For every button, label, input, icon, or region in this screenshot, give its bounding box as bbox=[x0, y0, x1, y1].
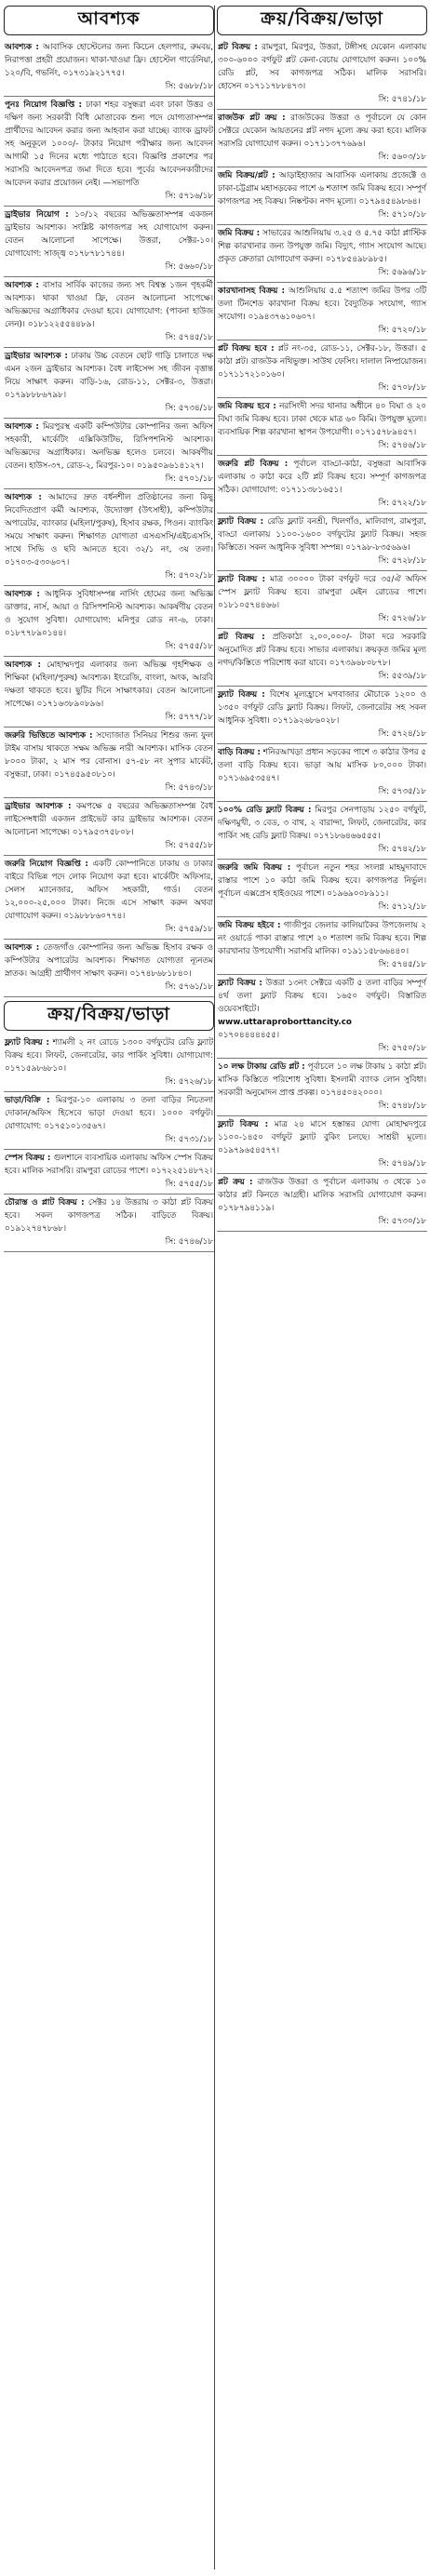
ad-keyword: আবশ্যক : bbox=[5, 422, 39, 432]
classified-ad bbox=[4, 1034, 214, 1092]
ad-phone: ০১৭১৬৩৮৯০৮৯৬। bbox=[36, 700, 104, 709]
ad-body: রাজউকের উত্তরা ও পূর্বাচলে যে কোন সেক্টরে যেকোন আয়তনের প্লট নগদ মূল্যে ক্রয় করা হবে। মালিক সরাসরি যোগাযোগ করুন। bbox=[218, 113, 427, 149]
ad-code: সি: ৫৬৮৮/১৮ bbox=[165, 82, 213, 91]
classified-ad bbox=[4, 348, 214, 419]
classified-ad bbox=[217, 1059, 427, 1116]
ad-body: রাজউক উত্তরা ও পূর্বাচল এলাকায় ৩ থেকে ১০ কাঠার প্লট কিনতে আগ্রহী। মালিক সরাসরি যোগাযোগ করুন। bbox=[218, 1178, 427, 1200]
ad-body: রামপুরা, মিরপুর, উত্তরা, টঙ্গীসহ যেকোন এলাকায় ৩০০-৬০০০ বর্গফুট প্লট কেনা-বেচায় যোগাযোগ করুন। ১০০% রেডি প্লট, সব কাগজপত্র সঠিক। মালিক সরাসরি। bbox=[218, 43, 427, 78]
classified-ad bbox=[217, 1116, 427, 1174]
ad-phone: ০১৭১৫৭৮৯৪৫৭। bbox=[355, 428, 417, 437]
ad-phone: ০১৯১২৭৪৭৮৬৮। bbox=[5, 1224, 66, 1234]
ad-phone: ০১৭৯৮৮৮৬৭৯৮। bbox=[5, 391, 66, 400]
ad-code: সি: ৫৭০২/১৮ bbox=[165, 571, 213, 581]
ad-body: শ্যামলী ২ নং রোডে ১৩০০ বর্গফুটের রেডি ফ্ল্যাট বিক্রয় হবে। লিফট, জেনারেটর, কার পার্কিং সুবিধা। যোগাযোগ: bbox=[5, 1038, 213, 1061]
ad-code: সি: ৫৭১২/১৮ bbox=[378, 902, 426, 912]
ad-keyword: বাড়ি বিক্রয় : bbox=[218, 748, 261, 757]
classified-ad bbox=[4, 1092, 214, 1150]
ad-code: সি: ৫৭২৬/১৮ bbox=[378, 614, 426, 623]
ad-keyword: ১০০% রেডি ফ্ল্যাট বিক্রয় : bbox=[218, 806, 312, 815]
ad-code: সি: ৫৭৪৫/১৮ bbox=[378, 960, 426, 969]
ad-phone: ০১৭৩১৯২১৭৭৫। bbox=[62, 69, 125, 78]
ad-code: সি: ৫৭৪১/১৮ bbox=[378, 95, 426, 104]
classified-ad bbox=[217, 744, 427, 802]
ad-code: সি: ৫৭৪৯/১৮ bbox=[378, 1159, 426, 1168]
ad-keyword: প্লট বিক্রয় : bbox=[218, 633, 265, 642]
ad-body: রেডি ফ্ল্যাট বনশ্রী, খিলগাঁও, মালিবাগ, রামপুরা, বাড্ডা এলাকায় ১১০০-১৬০০ বর্গফুটের ফ্ল্যাট বিক্রয়। সহজ কিস্তিতে। সকল আধুনিক সুবিধা সম্পন্ন। bbox=[218, 517, 426, 553]
classified-ad bbox=[217, 629, 427, 687]
ad-phone: ০১৭১১৭২১০১৬০। bbox=[218, 370, 285, 380]
ad-code: সি: ৫৭১৬/১৮ bbox=[165, 192, 213, 201]
ad-body: আশুলিয়ায় ৫.৫ শতাংশ জমির উপর ৩টি তলা টিনশেড কারখানা বিক্রয় হবে। বৈদ্যুতিক সংযোগ, গ্যাস সংযোগ। bbox=[218, 287, 427, 322]
classified-ad bbox=[4, 39, 214, 97]
ad-phone: ০১৭১৫৯৮৬৮১০। bbox=[5, 1064, 66, 1074]
column-divider bbox=[214, 6, 215, 2569]
ad-keyword: জমি বিক্রয় হবে : bbox=[218, 402, 276, 411]
ad-keyword: ভাড়া/বিক্রি : bbox=[5, 1096, 50, 1105]
ad-keyword: ড্রাইভার আবশ্যক : bbox=[5, 802, 72, 811]
ad-code: সি: ৫৭৭৭/১৮ bbox=[165, 713, 213, 722]
classified-ad bbox=[4, 1195, 214, 1252]
ad-keyword: জরুরি ভিত্তিতে আবশ্যক : bbox=[5, 731, 93, 741]
ad-phone: ০১৭৮৫৪৯৮৯৮৫। bbox=[325, 255, 387, 264]
ad-body: সেক্টর ১৪ উত্তরায় ৩ কাঠা প্লট বিক্রয় হবে। সকল কাগজপত্র সঠিক। বাড়িতে বিক্রয়। bbox=[5, 1198, 214, 1221]
ad-phone: ০১৯৫০৯৬১৪১২৭। bbox=[136, 461, 204, 471]
ad-body: গাজীপুর জেলার কালিয়াকৈর উপজেলায় ২ নং ওয়ার্ডে পাকা রাস্তার পাশে ২০ শতাংশ জমি বিক্রয় হবে। শিল্প কারখানার উপযোগী। সরাসরি মালিক। bbox=[218, 921, 426, 956]
ad-phone: ০১৭৯৫৩৭৫৮০৮। bbox=[72, 828, 134, 837]
ad-code: সি: ৫৬০৩/১৮ bbox=[378, 153, 426, 162]
classified-ad bbox=[217, 802, 427, 860]
ad-body: গুলশানে ব্যবসায়িক এলাকায় অফিস স্পেস বিক্রয় হবে। মালিক সরাসরি। রামপুরা রোডের পাশে। bbox=[5, 1154, 213, 1176]
ad-body: মোহাম্মদপুর এলাকার জন্য অভিজ্ঞ গৃহশিক্ষক ও শিক্ষিকা (মহিলা/পুরুষ) আবশ্যক। ইংরেজি, বাংলা, অংক, আরবি দক্ষতা থাকতে হবে। ছুটির দিনে সাক্ষাৎকার। বেতন আলোচনা সাপেক্ষে। bbox=[5, 661, 214, 709]
ad-phone: ০১৭১১৩৭৭৬৯৬। bbox=[303, 140, 366, 149]
ad-code: সি: ৫৭৪৫/১৮ bbox=[165, 333, 213, 342]
ad-body: তেজগাঁও কোম্পানির জন্য অভিজ্ঞ হিসাব রক্ষক ও কম্পিউটার অপারেটর আবশ্যক। শিক্ষাগত যোগ্যতা ন্যূনতম স্নাতক। আগ্রহী প্রার্থীগণ সাক্ষাৎ করুন। bbox=[5, 943, 213, 979]
classified-ad bbox=[4, 657, 214, 727]
classified-ad bbox=[4, 856, 214, 940]
ad-code: সি: ৫৭২৮/১৮ bbox=[378, 556, 426, 566]
classified-ad bbox=[217, 687, 427, 744]
ad-phone: ০১৯৪৩৭৬১০৬০৭। bbox=[248, 313, 316, 322]
ad-code: সি: ৫৭৬১/১৮ bbox=[165, 982, 213, 992]
right-column bbox=[217, 6, 427, 1232]
sale-ads-list-right bbox=[217, 39, 427, 1232]
ad-body: আবাসিক হোস্টেলের জন্য কিচেন হেলপার, রুমবয়, নিরাপত্তা প্রহরী প্রয়োজন। থাকা-খাওয়া ফ্রি। হোস্টেল গার্ডেনিয়া, ১২০/বি, গভর্নিং, bbox=[5, 43, 213, 78]
ad-code: সি: ৫৭৩৪/১৮ bbox=[165, 404, 213, 413]
ad-keyword: কারখানাসহ বিক্রয় : bbox=[218, 287, 286, 296]
ad-phone: ০১৭০৪৪৪৪৪৫৫। bbox=[218, 1031, 279, 1040]
ad-body: পূর্বাচলে ১০ লক্ষ টাকায় ১ কাঠা প্লট। মাসিক কিস্তিতে পরিশোধ সুবিধা। ইসলামী ব্যাংক লোন সুবিধা। সরকারী অনুমোদন প্রাপ্ত প্রকল্প। bbox=[218, 1062, 427, 1098]
ad-keyword: ফ্ল্যাট বিক্রয় : bbox=[218, 979, 262, 988]
ad-phone: ০১৭৫১০১৩৫৬৭। bbox=[44, 1122, 106, 1131]
ad-keyword: ড্রাইভার নিয়োগ : bbox=[5, 210, 69, 220]
ad-code: সি: ৫৭২০/১৮ bbox=[378, 326, 426, 335]
ad-keyword: প্লট ক্রয় : bbox=[218, 1178, 253, 1187]
ad-body: শনিরআখড়া প্রধান সড়কের পাশে ৩ কাঠার উপর ৫ তলা বাড়ি বিক্রয় হবে। ভাড়া আয় মাসিক ৮০,০০০ টাকা। bbox=[218, 748, 426, 770]
wanted-ads-list bbox=[4, 39, 214, 997]
ad-keyword: জরুরি প্লট বিক্রয় : bbox=[218, 460, 289, 469]
ad-keyword: আবশ্যক : bbox=[5, 661, 41, 670]
classified-ad bbox=[217, 283, 427, 340]
ad-phone: ০১৭১৯২৬৮৬০২৮। bbox=[272, 716, 340, 726]
ad-phone: ০১৯১১৫৮৬৬৪৪০। bbox=[342, 947, 409, 956]
classified-ad bbox=[217, 1174, 427, 1232]
ad-phone: ০১৭৮৭৯৪১১৯। bbox=[218, 1204, 275, 1213]
ad-keyword: ফ্ল্যাট বিক্রয় : bbox=[5, 1038, 49, 1048]
ad-code: সি: ৫৭৩৫/১৮ bbox=[378, 787, 426, 796]
ad-keyword: জমি বিক্রয়/প্লট : bbox=[218, 171, 275, 180]
ad-keyword: ফ্ল্যাট বিক্রয় : bbox=[218, 517, 264, 527]
classified-ad bbox=[217, 340, 427, 398]
ad-keyword: আবশ্যক : bbox=[5, 590, 40, 599]
classified-ad bbox=[4, 940, 214, 997]
ad-keyword: জরুরি জমি বিক্রয় : bbox=[218, 863, 291, 873]
section-header-wanted: আবশ্যক bbox=[4, 6, 214, 35]
classified-ad bbox=[217, 860, 427, 917]
ad-code: সি: ৫৭০১/১৮ bbox=[165, 474, 213, 484]
ad-phone: ০১৭৯৮-৮৩৫৬৯৬। bbox=[345, 543, 410, 553]
ad-body: মিরপুর সেনপাড়ায় ১২৫০ বর্গফুট, দক্ষিণমুখী, ৩ বেড, ৩ বাথ, ২ বারান্দা, লিফট, জেনারেটর, কার পার্কিং সহ রেডি ফ্ল্যাট বিক্রয়। bbox=[218, 806, 426, 841]
left-column bbox=[4, 6, 214, 1252]
section-header-buy-sell-rent-right: ক্রয়/বিক্রয়/ভাড়া bbox=[217, 6, 427, 35]
ad-phone: ০১৭৩৯৬৮০৮৭৮। bbox=[329, 659, 391, 668]
ad-body: ঢাকায় উচ্চ বেতনে ছোট গাড়ি চালাতে দক্ষ এমন ২জন ড্রাইভার আবশ্যক। বৈধ লাইসেন্স সহ জীবন বৃত্তান্ত নিয়ে সাক্ষাৎ করুন। বাড়ি-১৬, রোড-১১, সেক্টর-৩, উত্তরা। bbox=[5, 352, 214, 387]
ad-body: পূর্বাচল বাড্ডা-কাঠা, বসুন্ধরা আবাসিক এলাকায় ৩ কাঠা করে ২টি প্লট বিক্রয় হবে। সম্পূর্ণ কাগজপত্র সঠিক। যোগাযোগ: bbox=[218, 460, 426, 495]
ad-phone: ০১৭১৬৯৫৩৫৪৭। bbox=[218, 774, 279, 783]
ad-phone: ০১৮৭৭৮৯০১৪৪। bbox=[5, 629, 66, 638]
ad-keyword: আবশ্যক : bbox=[5, 281, 39, 290]
ad-body: প্লট নং-৩৫, রোড-১১, সেক্টর-১৮, উত্তরা। ৫ কাঠা প্লট। রাজউক নথিভুক্ত। সাউথ ফেসিং। দালাল নিষ্প্রয়োজন। bbox=[218, 344, 426, 367]
ad-keyword: রাজউক প্লট ক্রয় : bbox=[218, 113, 286, 123]
ad-keyword: আবশ্যক : bbox=[5, 493, 42, 502]
classified-ad bbox=[4, 489, 214, 586]
ad-code: সি: ৫৭০৮/১৮ bbox=[378, 383, 426, 393]
ad-code: সি: ৫৭৪২/১৮ bbox=[378, 845, 426, 854]
ad-body: মিরপুর-১০ এলাকায় ৩ তলা বাড়ির নিচতলা দোকান/অফিস হিসেবে ভাড়া দেওয়া হবে। ১০০০ বর্গফুট। যোগাযোগ: bbox=[5, 1096, 213, 1131]
ad-body: বিশেষ মূল্যহ্রাসে মগবাজার মৌচাকে ১২০০ ও ১৩৫০ বর্গফুট রেডি ফ্ল্যাট বিক্রয়। লিফট, জেনারেটর সহ সকল আধুনিক সুবিধা। bbox=[218, 690, 426, 726]
ad-body: আধুনিক সুবিধাসম্পন্ন নার্সিং হোমের জন্য অভিজ্ঞ ডাক্তার, নার্স, আয়া ও রিসিপশনিস্ট আবশ্যক। আকর্ষণীয় বেতন ও সুযোগ সুবিধা। যোগাযোগ: মনিপুর রোড নং-৬, ঢাকা। bbox=[5, 590, 213, 625]
classified-ad bbox=[217, 975, 427, 1059]
ad-code: সি: ৫৬৯৬/১৮ bbox=[378, 268, 426, 277]
classified-ad bbox=[217, 917, 427, 975]
ad-body: উত্তরা ১৩নং সেক্টরে একটি ৫ তলা বাড়ির সম্পূর্ণ ৪র্থ তলা ফ্ল্যাট বিক্রয় হবে। ১৬৫০ বর্গফুট। বিস্তারিত ওয়েবসাইটে। bbox=[218, 979, 426, 1014]
ad-code: সি: ৫৭৫৯/১৮ bbox=[165, 925, 213, 934]
ad-code: সি: ৫৭৪৩/১৮ bbox=[165, 783, 213, 793]
ad-keyword: জমি বিক্রয় : bbox=[218, 229, 261, 238]
ad-body: সাভারের আশুলিয়ায় ৩.২৫ ও ৫.৭৫ কাঠা প্লাস্টিক শিল্প কারখানার জন্য উপযুক্ত জমি। বিদ্যুৎ, গ্যাস সংযোগ আছে। প্রকৃত ক্রেতারা যোগাযোগ করুন। bbox=[218, 229, 426, 264]
ad-keyword: ফ্ল্যাট বিক্রয় : bbox=[218, 1120, 269, 1129]
ad-code: সি: ৫৭৫৫/১৮ bbox=[165, 1180, 213, 1189]
ad-keyword: স্পেস বিক্রয় : bbox=[5, 1154, 51, 1163]
ad-phone: ০১৭২২৫১৪৮৭২। bbox=[151, 1167, 213, 1176]
ad-body: মিরপুরস্থ একটি কম্পিউটার কোম্পানির জন্য অফিস সহকারী, মার্কেটিং এক্সিকিউটিভ, রিসিপশনিস্ট আবশ্যক। অভিজ্ঞদের অগ্রাধিকার। অনভিজ্ঞ হলেও চলবে। আকর্ষণীয় বেতন। হাউস-৩৭, রোড-২, মিরপুর-১০। bbox=[5, 422, 213, 471]
classified-ad bbox=[217, 167, 427, 225]
ad-code: সি: ৫৭২২/১৮ bbox=[378, 499, 426, 508]
ad-code: সি: ৫৭৪৬/১৮ bbox=[378, 441, 426, 450]
ad-code: সি: ৫৭৩০/১৮ bbox=[378, 1217, 426, 1226]
ad-body: সদ্যোজাত সিনিয়র শিশুর জন্য ফুল টাইম বাসায় থাকতে সক্ষম অভিজ্ঞ নারী আবশ্যক। মাসিক বেতন ৮০০০ টাকা, ২ মাস পর বোনাস। ৫৭-৫৮ নং সুপার মার্কেট, বসুন্ধরা, ঢাকা। bbox=[5, 731, 213, 780]
ad-phone: যোগাযোগ: সাজ্জ্ব ০১৭৮৭৮১৭৪৪। bbox=[5, 249, 125, 259]
classified-ad bbox=[217, 571, 427, 629]
ad-keyword: পুনঃ নিয়োগ বিজ্ঞপ্তি : bbox=[5, 100, 83, 110]
classified-ad bbox=[4, 798, 214, 856]
ad-keyword: চৌরাস্ত ও প্লাট বিক্রয় : bbox=[5, 1198, 85, 1208]
ad-body: বাসার সার্বিক কাজের জন্য সৎ বিশ্বস্ত ১জন গৃহকর্মী আবশ্যক। থাকা খাওয়া ফ্রি, বেতন আলোচনা সাপেক্ষে। অভিজ্ঞদের অগ্রাধিকার দেওয়া হবে। যোগাযোগ: (পাবনা হাউজ লেন)। bbox=[5, 281, 213, 329]
ad-body: নরসিংদী সদর থানার অধীনে ৪০ বিঘা ও ২০ বিঘা জমি বিক্রয় হবে। ঢাকা থেকে মাত্র ৬০ কিমি। উপযুক্ত মূল্যে। ব্যবসায়িক শিল্প কারখানা স্থাপন উপযোগী। bbox=[218, 402, 427, 437]
ad-phone: হোসেন ০১৭১১৭৮৮৪৭৩। bbox=[218, 82, 306, 91]
classified-ad bbox=[217, 110, 427, 167]
ad-body: পূর্বাচল নতুন শহর সংলগ্ন মাহমুদাবাদে রাস্তার পাশে ১০ কাঠা জমি বিক্রয় হবে। কাগজপত্র নির্ভুল। পূর্বাচল এক্সপ্রেস হাইওয়ের পাশে। bbox=[218, 863, 426, 899]
ad-phone: ০১৭৪৫০৪২০০০। bbox=[320, 1088, 383, 1098]
ad-code: সি: ৫৭২৬/১৮ bbox=[165, 1077, 213, 1087]
ad-body: প্রতিকাঠা ২,০০,০০০/- টাকা দরে সরকারি অনুমোদিত প্লট বিক্রয় হবে। সাভার এলাকায়। ক্রয়কৃত জমির মূল্য নগদ/কিস্তিতে পরিশোধ করা যাবে। bbox=[218, 633, 426, 668]
ad-phone: ০১৯৬৯০০৮৯১১। bbox=[327, 889, 389, 899]
ad-keyword: জরুরি নিয়োগ বিজ্ঞপ্তি : bbox=[5, 860, 88, 869]
ad-phone: ০১৭১১৩৮১৬৫১। bbox=[280, 486, 343, 495]
ad-code: সি: ৫৭৫৫/১৮ bbox=[165, 642, 213, 651]
classified-ad bbox=[4, 1150, 214, 1195]
ad-code: সি: ৫৭৪৬/১৮ bbox=[165, 1237, 213, 1247]
ad-phone: ০১৯৭৯৬৫৪৫৭৭। bbox=[218, 1146, 279, 1155]
ad-phone: ০১৭০৩-৫৩০৬০৭। bbox=[5, 558, 70, 567]
ad-code: সি: ৫৫৩৯/১৮ bbox=[378, 672, 426, 681]
classified-ad bbox=[217, 39, 427, 110]
classified-ad bbox=[4, 586, 214, 657]
ad-phone: ০১৯৮৮৮৬০৭৭৪। bbox=[63, 912, 126, 921]
ad-body: ১০/১২ বছরের অভিজ্ঞতাসম্পন্ন একজন ড্রাইভার আবশ্যক। সংশ্লিষ্ট কাগজপত্র সহ যোগাযোগ করুন। বেতন আলোচনা সাপেক্ষে। উত্তরা, সেক্টর-১০। bbox=[5, 210, 214, 246]
ad-body: কমপক্ষে ৫ বছরের অভিজ্ঞতাসম্পন্ন বৈধ লাইসেন্সধারী একজন প্রাইভেট কার ড্রাইভার আবশ্যক। বেতন আলোচনা সাপেক্ষে। bbox=[5, 802, 214, 837]
ad-body: একটি কোম্পানিতে ঢাকায় ও ঢাকার বাইরে বিভিন্ন পদে লোক নিয়োগ করা হবে। মার্কেটিং অফিসার, সেলস ম্যানেজার, অফিস সহকারী, গার্ড। বেতন ১২,০০০-২৫,০০০ টাকা। নিজে এসে সাক্ষাৎ করুন অথবা যোগাযোগ করুন। bbox=[5, 860, 214, 921]
ad-website[interactable]: www.uttaraproborttancity.co bbox=[218, 1018, 352, 1027]
ad-code: সি: ৫৭১০/১৮ bbox=[378, 210, 426, 220]
ad-code: সি: ৫৭২৪/১৮ bbox=[378, 729, 426, 739]
classified-ad bbox=[217, 456, 427, 514]
classified-ad bbox=[4, 207, 214, 277]
ad-keyword: আবশ্যক : bbox=[5, 943, 40, 953]
ad-code: সি: ৫৭৫০/১৮ bbox=[378, 1044, 426, 1053]
ad-phone: ০১৭৪৫৯৫০৮১০। bbox=[53, 770, 115, 780]
ad-keyword: প্লট বিক্রয় : bbox=[218, 43, 258, 52]
classified-ad bbox=[4, 419, 214, 489]
ad-phone: ০১৮১২২৫৫৪৪৮৯। bbox=[27, 320, 95, 329]
ad-keyword: ফ্ল্যাট বিক্রয় : bbox=[218, 690, 265, 700]
ad-keyword: ১০ লক্ষ টাকায় রেডি প্লট : bbox=[218, 1062, 305, 1072]
ad-body: মাত্র ২৪ মাসে হস্তান্তর যোগ্য মোহাম্মদপুরে ১১০০-১৪৫০ বর্গফুট ফ্ল্যাট বুকিং চলছে। সাশ্রয়ী মূল্যে। bbox=[218, 1120, 426, 1142]
ad-code: সি: ৫৭৪৮/১৮ bbox=[378, 1101, 426, 1111]
ad-body: ঢাকা শহর বসুন্ধরা এবং ঢাকা উত্তর ও দক্ষিণ জন্য সরকারী বিধি মোতাবেক শুন্য পদে যোগ্যতাসম্পন্ন প্রার্থীদের আবেদন করার জন্য আহবান করা যাচ্ছে। ব্যাংক ড্রাফট সহ অনুকূলে ১০০০/- টাকার নিয়োগ পরীক্ষার জন্য আবেদন আগামী ১৫ দিনের মধ্যে পাঠাতে হবে। বিজ্ঞপ্তি প্রকাশের পর সরাসরি আবেদনপত্র জমা দিতে হবে। পূর্বের আবেদনকারীদের আবেদন করার প্রয়োজন নেই। —সভাপতি bbox=[5, 100, 213, 188]
ad-keyword: প্লট বিক্রয় হবে : bbox=[218, 344, 275, 354]
ad-body: আড়াইহাজার আবাসিক এলাকায় প্রজেক্টে ও ঢাকা-চট্টগ্রাম মহাসড়কের পাশে ৬ শতাংশ জমি বিক্রয় হবে। সম্পূর্ণ কাগজপত্র সহ বিক্রয়। নিষ্কণ্টক। নগদ মূল্যে। bbox=[218, 171, 427, 207]
ad-keyword: জমি বিক্রয় হইবে : bbox=[218, 921, 281, 930]
ad-keyword: ফ্ল্যাট বিক্রয় : bbox=[218, 575, 266, 584]
ad-body: মাত্র ৩০০০০ টাকা বর্গফুট দরে ৩৫/ঐ অফিস স্পেস ফ্ল্যাট বিক্রয় হবে। রামপুরা মেইন রোডের পাশে। bbox=[218, 575, 427, 597]
classified-ad bbox=[217, 225, 427, 283]
ad-keyword: ড্রাইভার আবশ্যক : bbox=[5, 352, 68, 361]
ad-phone: ০১৭৯৪৫৪৯৮৬৪। bbox=[358, 197, 421, 207]
ad-code: সি: ৫৬৬০/১৮ bbox=[165, 262, 213, 272]
ad-phone: ০১৮১০৫৭৪৪৬৬। bbox=[218, 601, 279, 610]
ad-code: সি: ৫৭৫৫/১৮ bbox=[165, 841, 213, 850]
sale-ads-list-left bbox=[4, 1034, 214, 1252]
classified-ad bbox=[4, 727, 214, 798]
section-header-buy-sell-rent: ক্রয়/বিক্রয়/ভাড়া bbox=[4, 1001, 214, 1031]
classified-ad bbox=[217, 514, 427, 571]
classified-ad bbox=[4, 277, 214, 348]
ad-keyword: আবশ্যক : bbox=[5, 43, 39, 52]
ad-code: সি: ৫৭৩১/১৮ bbox=[165, 1135, 213, 1144]
classified-ad bbox=[217, 398, 427, 456]
classified-ad bbox=[4, 97, 214, 207]
ad-phone: ০১৭৪৮৬৮১৮৪০। bbox=[129, 969, 192, 979]
ad-body: আমাদের দ্রুত বর্ধনশীল প্রতিষ্ঠানের জন্য কিছু নিবেদিতপ্রাণ কর্মী আবশ্যক, উদ্যোক্তা (উৎসাহী), কম্পিউটার অপারেটর, ব্যাংকার (মহিলা/পুরুষ), হিসাব রক্ষক, পিওন। ব্যাংকিং সময়ে সাক্ষাৎ করুন। শিক্ষাগত যোগ্যতা এসএসসি/এইচএসসি, সাথে সিভি ও ছবি আনতে হবে। ৩২/১ নং, ৩য় তলা। bbox=[5, 493, 214, 554]
ad-phone: ০১৭১৮৬৪৬৬৫৫৫। bbox=[313, 832, 381, 841]
